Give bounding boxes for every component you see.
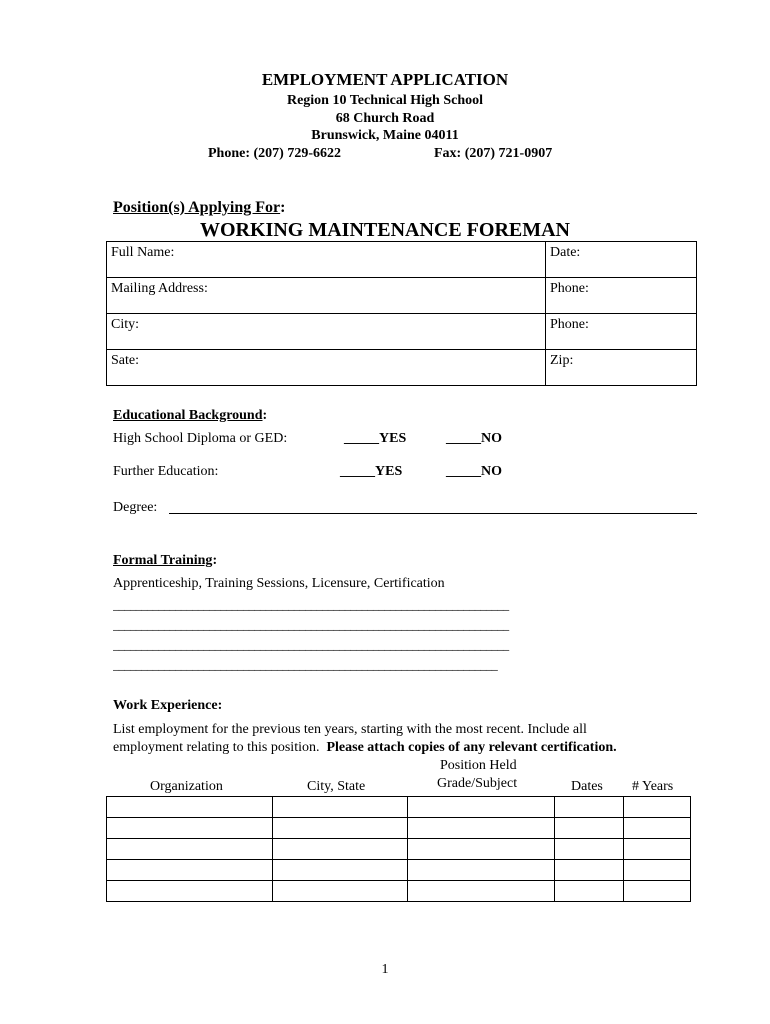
education-heading: Educational Background bbox=[113, 408, 263, 423]
table-row bbox=[107, 314, 697, 350]
further-education-yes[interactable]: _____YES bbox=[340, 464, 403, 479]
table-cell[interactable] bbox=[408, 797, 555, 818]
work-instructions-text: employment relating to this position. bbox=[113, 740, 327, 755]
table-cell[interactable] bbox=[272, 797, 408, 818]
table-cell[interactable] bbox=[272, 818, 408, 839]
table-cell[interactable] bbox=[272, 881, 408, 902]
table-row bbox=[107, 839, 691, 860]
training-subtitle: Apprenticeship, Training Sessions, Licensure, Certification bbox=[113, 576, 445, 591]
work-experience-table bbox=[106, 796, 691, 902]
phone-field-1[interactable]: Phone: bbox=[546, 278, 697, 314]
training-heading-row bbox=[113, 553, 217, 569]
table-cell[interactable] bbox=[107, 818, 273, 839]
hs-diploma-label: High School Diploma or GED: bbox=[113, 431, 288, 446]
table-row bbox=[107, 242, 697, 278]
table-cell[interactable] bbox=[555, 818, 624, 839]
phone-field-2[interactable]: Phone: bbox=[546, 314, 697, 350]
table-row bbox=[107, 278, 697, 314]
table-cell[interactable] bbox=[624, 839, 691, 860]
degree-input-line[interactable] bbox=[169, 513, 697, 514]
education-heading-colon: : bbox=[262, 408, 268, 423]
table-cell[interactable] bbox=[272, 839, 408, 860]
table-cell[interactable] bbox=[624, 860, 691, 881]
col-position-held: Position Held bbox=[440, 758, 517, 773]
training-heading-colon: : bbox=[212, 553, 218, 568]
full-name-field[interactable]: Full Name: bbox=[107, 242, 546, 278]
col-city-state: City, State bbox=[307, 779, 366, 794]
table-cell[interactable] bbox=[555, 797, 624, 818]
table-row bbox=[107, 881, 691, 902]
col-organization: Organization bbox=[150, 779, 223, 794]
school-street: 68 Church Road bbox=[335, 111, 435, 126]
work-heading: Work Experience: bbox=[113, 698, 223, 713]
school-fax: Fax: (207) 721-0907 bbox=[434, 146, 553, 161]
table-cell[interactable] bbox=[555, 881, 624, 902]
table-cell[interactable] bbox=[555, 839, 624, 860]
further-education-label: Further Education: bbox=[113, 464, 219, 479]
work-instructions-line1: List employment for the previous ten years, starting with the most recent. Include all bbox=[113, 722, 587, 737]
table-cell[interactable] bbox=[107, 839, 273, 860]
school-phone: Phone: (207) 729-6622 bbox=[208, 146, 341, 161]
table-cell[interactable] bbox=[408, 860, 555, 881]
table-row bbox=[107, 818, 691, 839]
table-cell[interactable] bbox=[107, 860, 273, 881]
table-cell[interactable] bbox=[107, 797, 273, 818]
table-cell[interactable] bbox=[272, 860, 408, 881]
education-heading-row bbox=[113, 408, 267, 424]
page-number: 1 bbox=[381, 962, 389, 977]
table-cell[interactable] bbox=[555, 860, 624, 881]
col-dates: Dates bbox=[571, 779, 603, 794]
position-label-row bbox=[113, 199, 285, 217]
table-cell[interactable] bbox=[408, 818, 555, 839]
city-field[interactable]: City: bbox=[107, 314, 546, 350]
further-education-no[interactable]: _____NO bbox=[446, 464, 502, 479]
col-grade-subject: Grade/Subject bbox=[437, 776, 518, 791]
document-title: EMPLOYMENT APPLICATION bbox=[261, 70, 509, 89]
training-heading: Formal Training bbox=[113, 553, 213, 568]
position-label: Position(s) Applying For bbox=[113, 199, 281, 216]
training-line[interactable]: ______________________________________________________________________ bbox=[113, 598, 509, 612]
applicant-info-table bbox=[106, 241, 697, 386]
table-cell[interactable] bbox=[624, 797, 691, 818]
school-city: Brunswick, Maine 04011 bbox=[311, 128, 459, 143]
table-row bbox=[107, 797, 691, 818]
school-name: Region 10 Technical High School bbox=[286, 93, 484, 108]
hs-diploma-no[interactable]: _____NO bbox=[446, 431, 502, 446]
date-field[interactable]: Date: bbox=[546, 242, 697, 278]
table-cell[interactable] bbox=[624, 818, 691, 839]
training-line[interactable]: ____________________________________________________________________ bbox=[113, 658, 498, 672]
state-field[interactable]: Sate: bbox=[107, 350, 546, 386]
work-instructions-line2 bbox=[113, 740, 617, 756]
table-cell[interactable] bbox=[624, 881, 691, 902]
table-cell[interactable] bbox=[408, 881, 555, 902]
training-lines bbox=[113, 595, 658, 685]
zip-field[interactable]: Zip: bbox=[546, 350, 697, 386]
table-row bbox=[107, 860, 691, 881]
degree-label: Degree: bbox=[113, 500, 158, 515]
position-label-colon: : bbox=[280, 199, 286, 216]
table-cell[interactable] bbox=[408, 839, 555, 860]
table-cell[interactable] bbox=[107, 881, 273, 902]
position-title: WORKING MAINTENANCE FOREMAN bbox=[200, 219, 570, 241]
work-instructions-bold: Please attach copies of any relevant certification. bbox=[326, 740, 617, 755]
col-years: # Years bbox=[632, 779, 674, 794]
training-line[interactable]: ______________________________________________________________________ bbox=[113, 618, 509, 632]
table-row bbox=[107, 350, 697, 386]
mailing-address-field[interactable]: Mailing Address: bbox=[107, 278, 546, 314]
training-line[interactable]: ______________________________________________________________________ bbox=[113, 638, 509, 652]
hs-diploma-yes[interactable]: _____YES bbox=[344, 431, 407, 446]
